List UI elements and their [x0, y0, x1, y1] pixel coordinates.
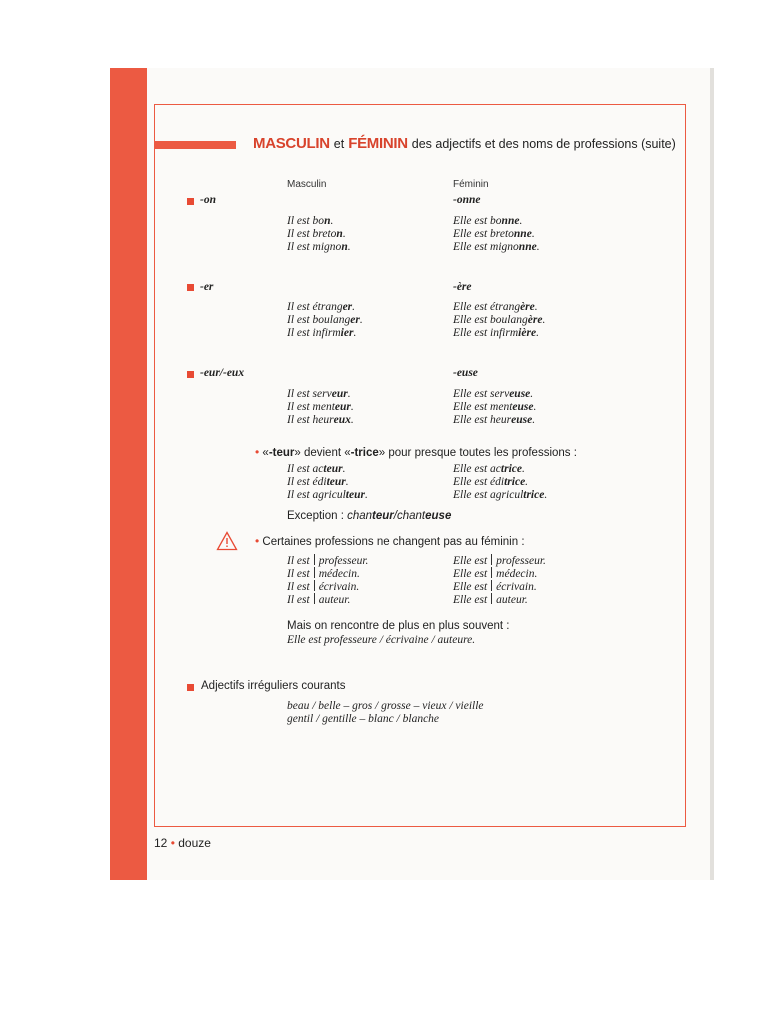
masc-examples-on [287, 215, 351, 254]
example-line: Elle est étrangère. [453, 301, 538, 313]
irregular-line-1: beau / belle – gros / grosse – vieux / vieille [287, 700, 484, 712]
irregular-label: Adjectifs irréguliers courants [201, 680, 346, 692]
example-line: Il est médecin. [287, 568, 360, 580]
column-header-feminin: Féminin [453, 179, 489, 190]
side-accent-bar [110, 68, 147, 880]
example-line: Elle est médecin. [453, 568, 538, 580]
section-fem-key-onne: -onne [453, 194, 481, 206]
section-key-er: -er [200, 281, 214, 293]
masc-examples-eur [287, 388, 354, 427]
example-line: Elle est agricultrice. [453, 489, 548, 501]
example-line: Elle est infirmière. [453, 327, 539, 339]
fem-examples-euse [453, 388, 536, 427]
section-key-eur-eux: -eur/-eux [200, 367, 245, 379]
example-line: Elle est heureuse. [453, 414, 536, 426]
example-line: Il est breton. [287, 228, 346, 240]
warning-triangle-icon [216, 531, 238, 551]
title-accent-bar [154, 141, 236, 149]
example-line: Il est mignon. [287, 241, 351, 253]
section-key-on: -on [200, 194, 216, 206]
example-line: Il est heureux. [287, 414, 354, 426]
section-bullet [187, 198, 194, 205]
example-line: Il est auteur. [287, 594, 351, 606]
example-line: Il est serveur. [287, 388, 351, 400]
example-line: Il est professeur. [287, 555, 369, 567]
rule-bullet: • [255, 534, 260, 548]
section-fem-key-ere: -ère [453, 281, 472, 293]
fem-examples-ere [453, 301, 545, 340]
example-line: Il est infirmier. [287, 327, 357, 339]
example-line: Elle est mignonne. [453, 241, 540, 253]
section-bullet [187, 371, 194, 378]
page-title [253, 135, 676, 153]
rule-bullet: • [255, 445, 260, 459]
example-line: Il est étranger. [287, 301, 356, 313]
fem-examples-onne [453, 215, 540, 254]
column-header-masculin: Masculin [287, 179, 327, 190]
masc-examples-invariable [287, 554, 368, 606]
example-line: Elle est boulangère. [453, 314, 546, 326]
example-line: Il est menteur. [287, 401, 354, 413]
fem-examples-trice [453, 463, 547, 502]
title-rest: des adjectifs et des noms de professions (suite) [411, 137, 676, 151]
example-line: Il est agriculteur. [287, 489, 368, 501]
example-line: Il est éditeur. [287, 476, 349, 488]
example-line: Il est bon. [287, 215, 334, 227]
example-line: Elle est professeur. [453, 555, 546, 567]
irregular-line-2: gentil / gentille – blanc / blanche [287, 713, 440, 725]
section-fem-key-euse: -euse [453, 367, 478, 379]
example-line: Elle est bretonne. [453, 228, 535, 240]
section-bullet [187, 284, 194, 291]
example-line: Elle est serveuse. [453, 388, 534, 400]
title-feminin: FÉMININ [348, 135, 408, 152]
example-line: Il est écrivain. [287, 581, 360, 593]
masc-examples-teur [287, 463, 368, 502]
more-often-example: Elle est professeure / écrivaine / auteure. [287, 634, 476, 646]
example-line: Il est acteur. [287, 463, 346, 475]
example-line: Elle est actrice. [453, 463, 525, 475]
example-line: Il est boulanger. [287, 314, 363, 326]
exception-line: Exception : chanteur/chanteuse [287, 510, 452, 522]
page-edge [710, 68, 714, 880]
invariable-rule-line: • Certaines professions ne changent pas au féminin : [255, 534, 525, 548]
example-line: Elle est bonne. [453, 215, 523, 227]
example-line: Elle est éditrice. [453, 476, 529, 488]
example-line: Elle est auteur. [453, 594, 528, 606]
title-connector: et [333, 137, 345, 151]
section-bullet [187, 684, 194, 691]
fem-examples-invariable [453, 554, 546, 606]
masc-examples-er [287, 301, 363, 340]
example-line: Elle est écrivain. [453, 581, 537, 593]
page-number: 12 • douze [154, 836, 211, 850]
more-often-line: Mais on rencontre de plus en plus souvent : [287, 620, 510, 632]
teur-rule-line: • «-teur» devient «-trice» pour presque toutes les professions : [255, 445, 577, 459]
example-line: Elle est menteuse. [453, 401, 537, 413]
title-masculin: MASCULIN [253, 135, 330, 152]
